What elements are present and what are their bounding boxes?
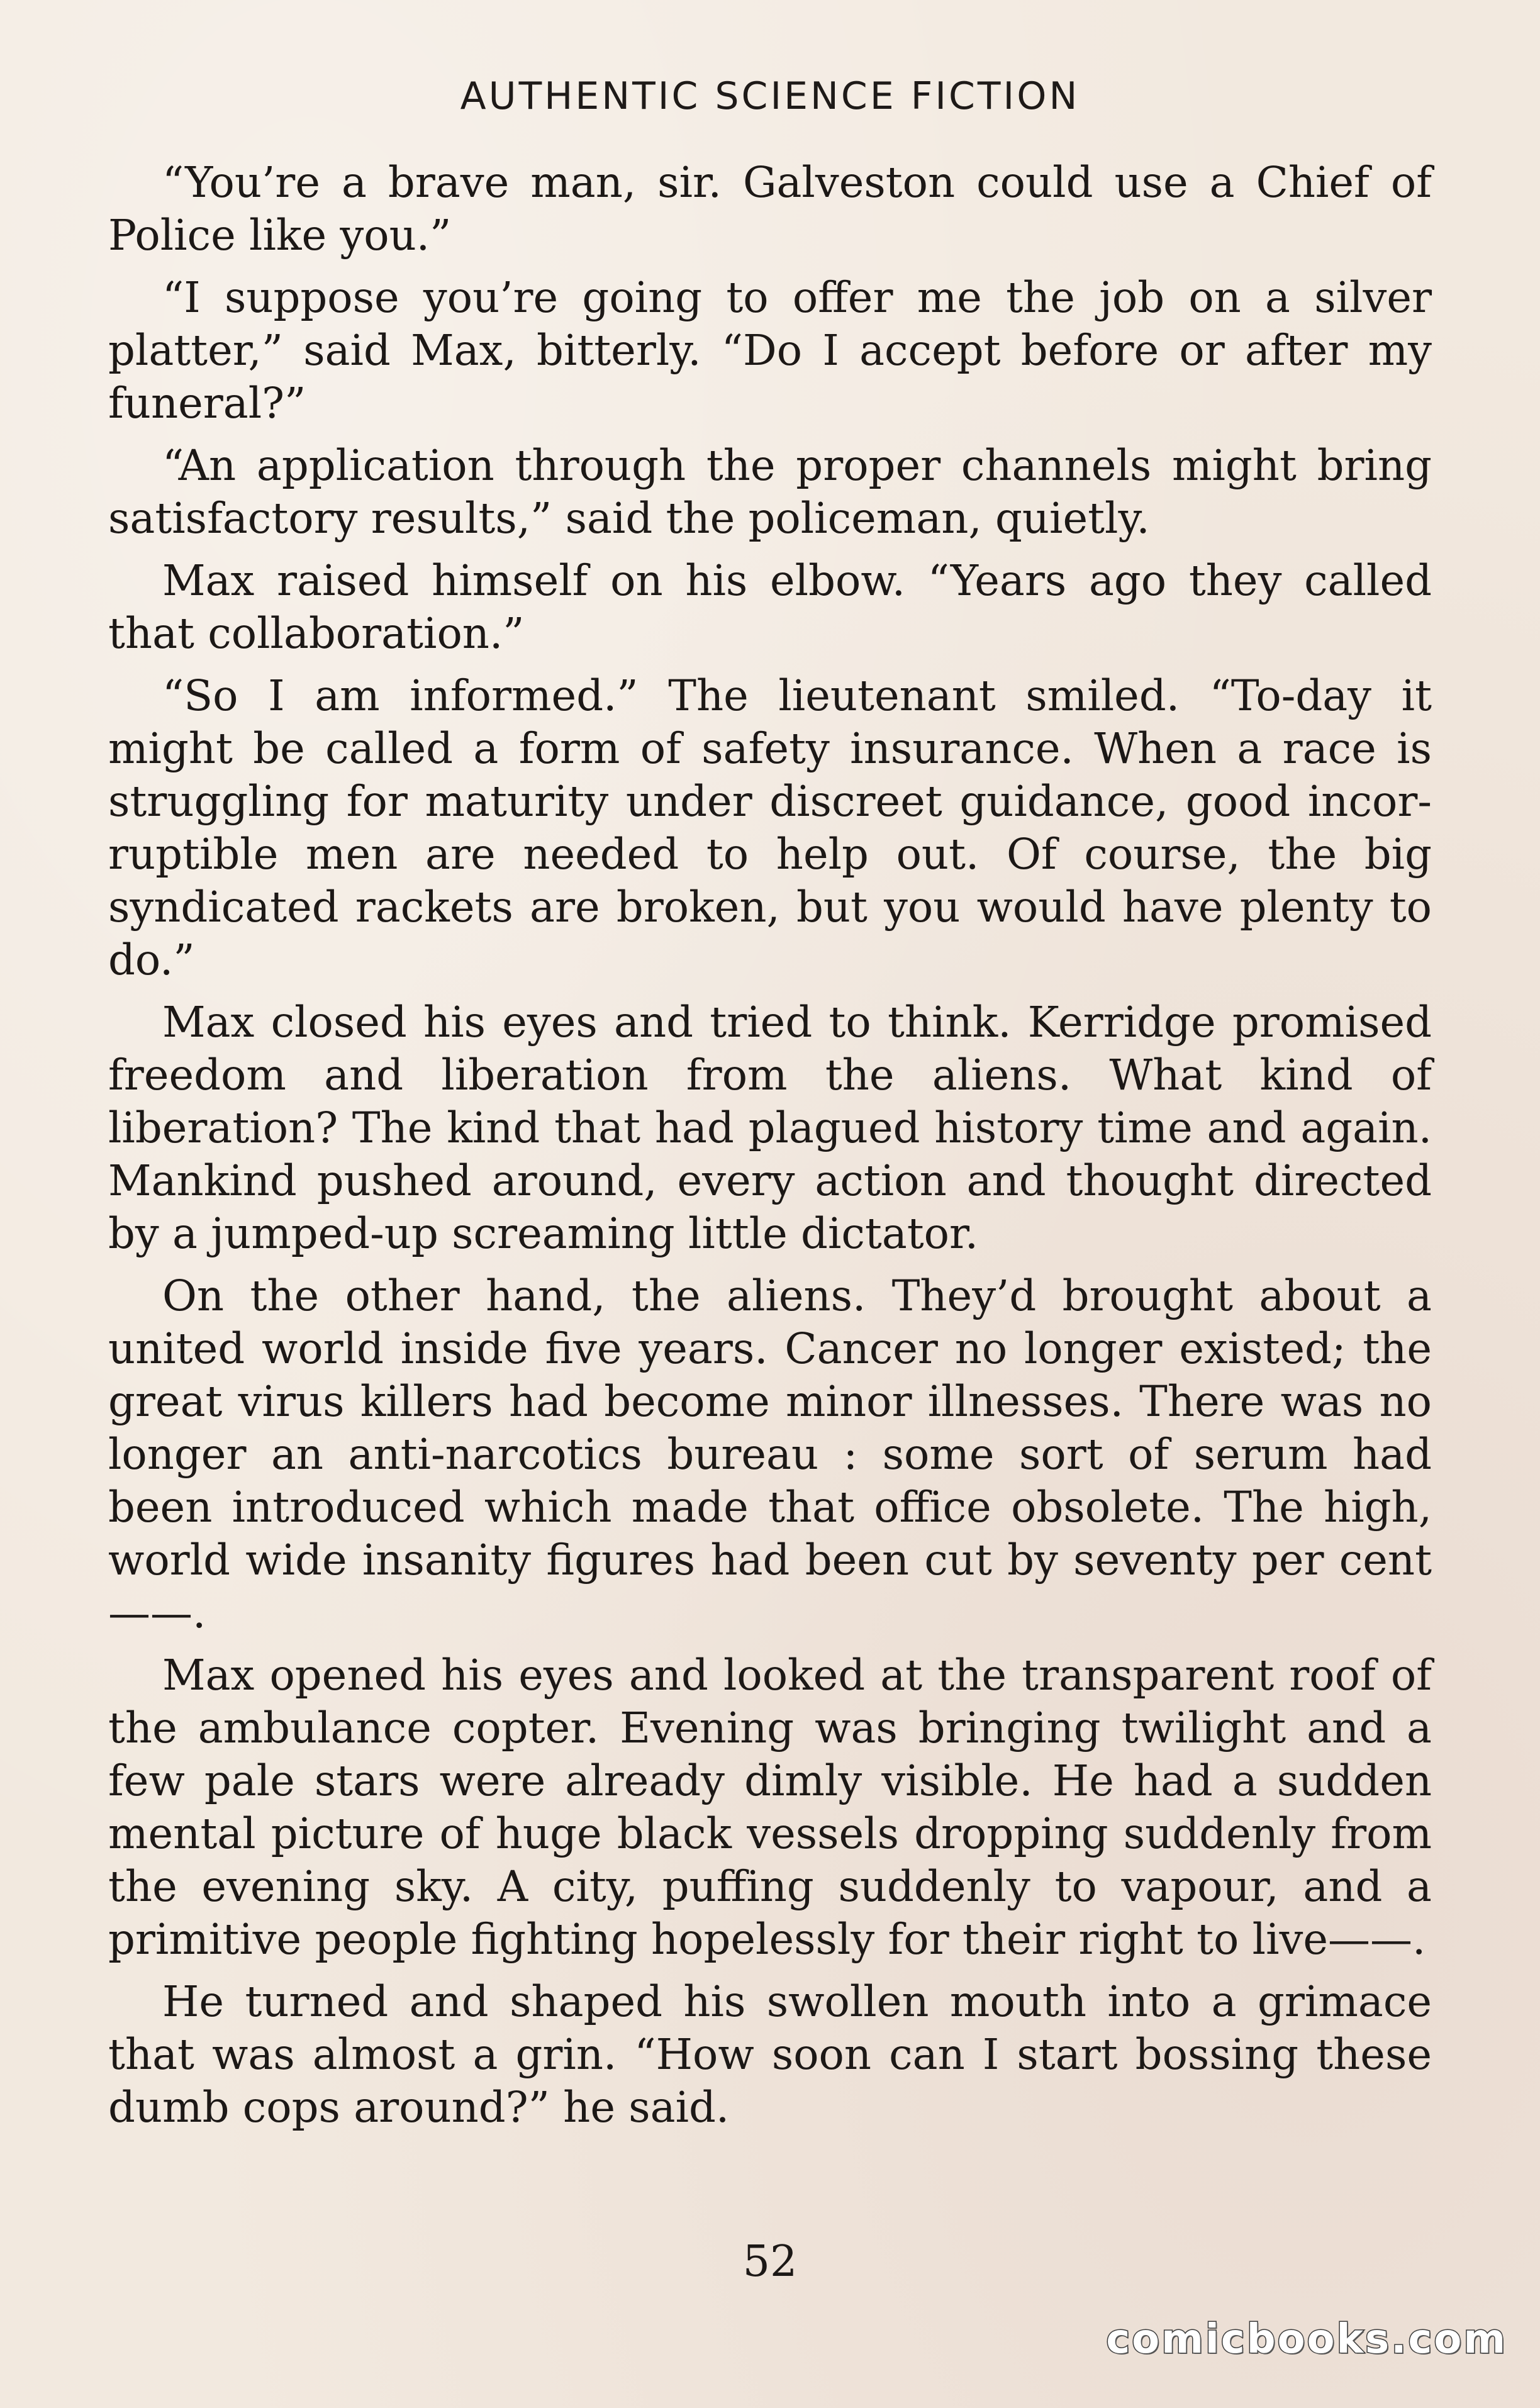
running-header: AUTHENTIC SCIENCE FICTION [460, 74, 1080, 118]
paragraph: He turned and shaped his swollen mouth into a grimace that was almost a grin. “How soon can I start bossing these dumb cops around?” he said. [108, 1977, 1432, 2132]
paragraph: Max raised himself on his elbow. “Years ago they called that collaboration.” [108, 556, 1432, 658]
paragraph: “You’re a brave man, sir. Galveston could use a Chief of Police like you.” [108, 158, 1432, 260]
paragraph: “So I am informed.” The lieutenant smiled. “To-day it might be called a form of safety insurance. When a race is struggling for maturity under discreet guidance, good incorruptible men are needed to help out. Of course, the big syndicated rackets are broken, but you would have plenty to do.” [108, 671, 1432, 984]
paragraph: “An application through the proper channels might bring satisfactory results,” said the policeman, quietly. [108, 441, 1432, 543]
page-number: 52 [742, 2237, 798, 2287]
body-text [108, 156, 1432, 2143]
paragraph: Max closed his eyes and tried to think. Kerridge promised freedom and liberation from the aliens. What kind of liberation? The kind that had plagued history time and again. Mankind pushed around, every action and thought directed by a jumped-up screaming little dictator. [108, 998, 1432, 1258]
paragraph: Max opened his eyes and looked at the transparent roof of the ambulance copter. Evening was bringing twilight and a few pale stars were already dimly visible. He had a sudden mental picture of huge black vessels dropping suddenly from the evening sky. A city, puffing suddenly to vapour, and a primitive people fighting hopelessly for their right to live——. [108, 1651, 1432, 1964]
site-watermark: comicbooks.com [1106, 2316, 1507, 2363]
paragraph: On the other hand, the aliens. They’d brought about a united world inside five years. Cancer no longer existed; the great virus killers had become minor illnesses. There was no longer an anti-narcotics bureau : some sort of serum had been introduced which made that office obsolete. The high, world wide insanity figures had been cut by seventy per cent——. [108, 1271, 1432, 1637]
paragraph: “I suppose you’re going to offer me the job on a silver platter,” said Max, bitterly. “Do I accept before or after my funeral?” [108, 273, 1432, 428]
